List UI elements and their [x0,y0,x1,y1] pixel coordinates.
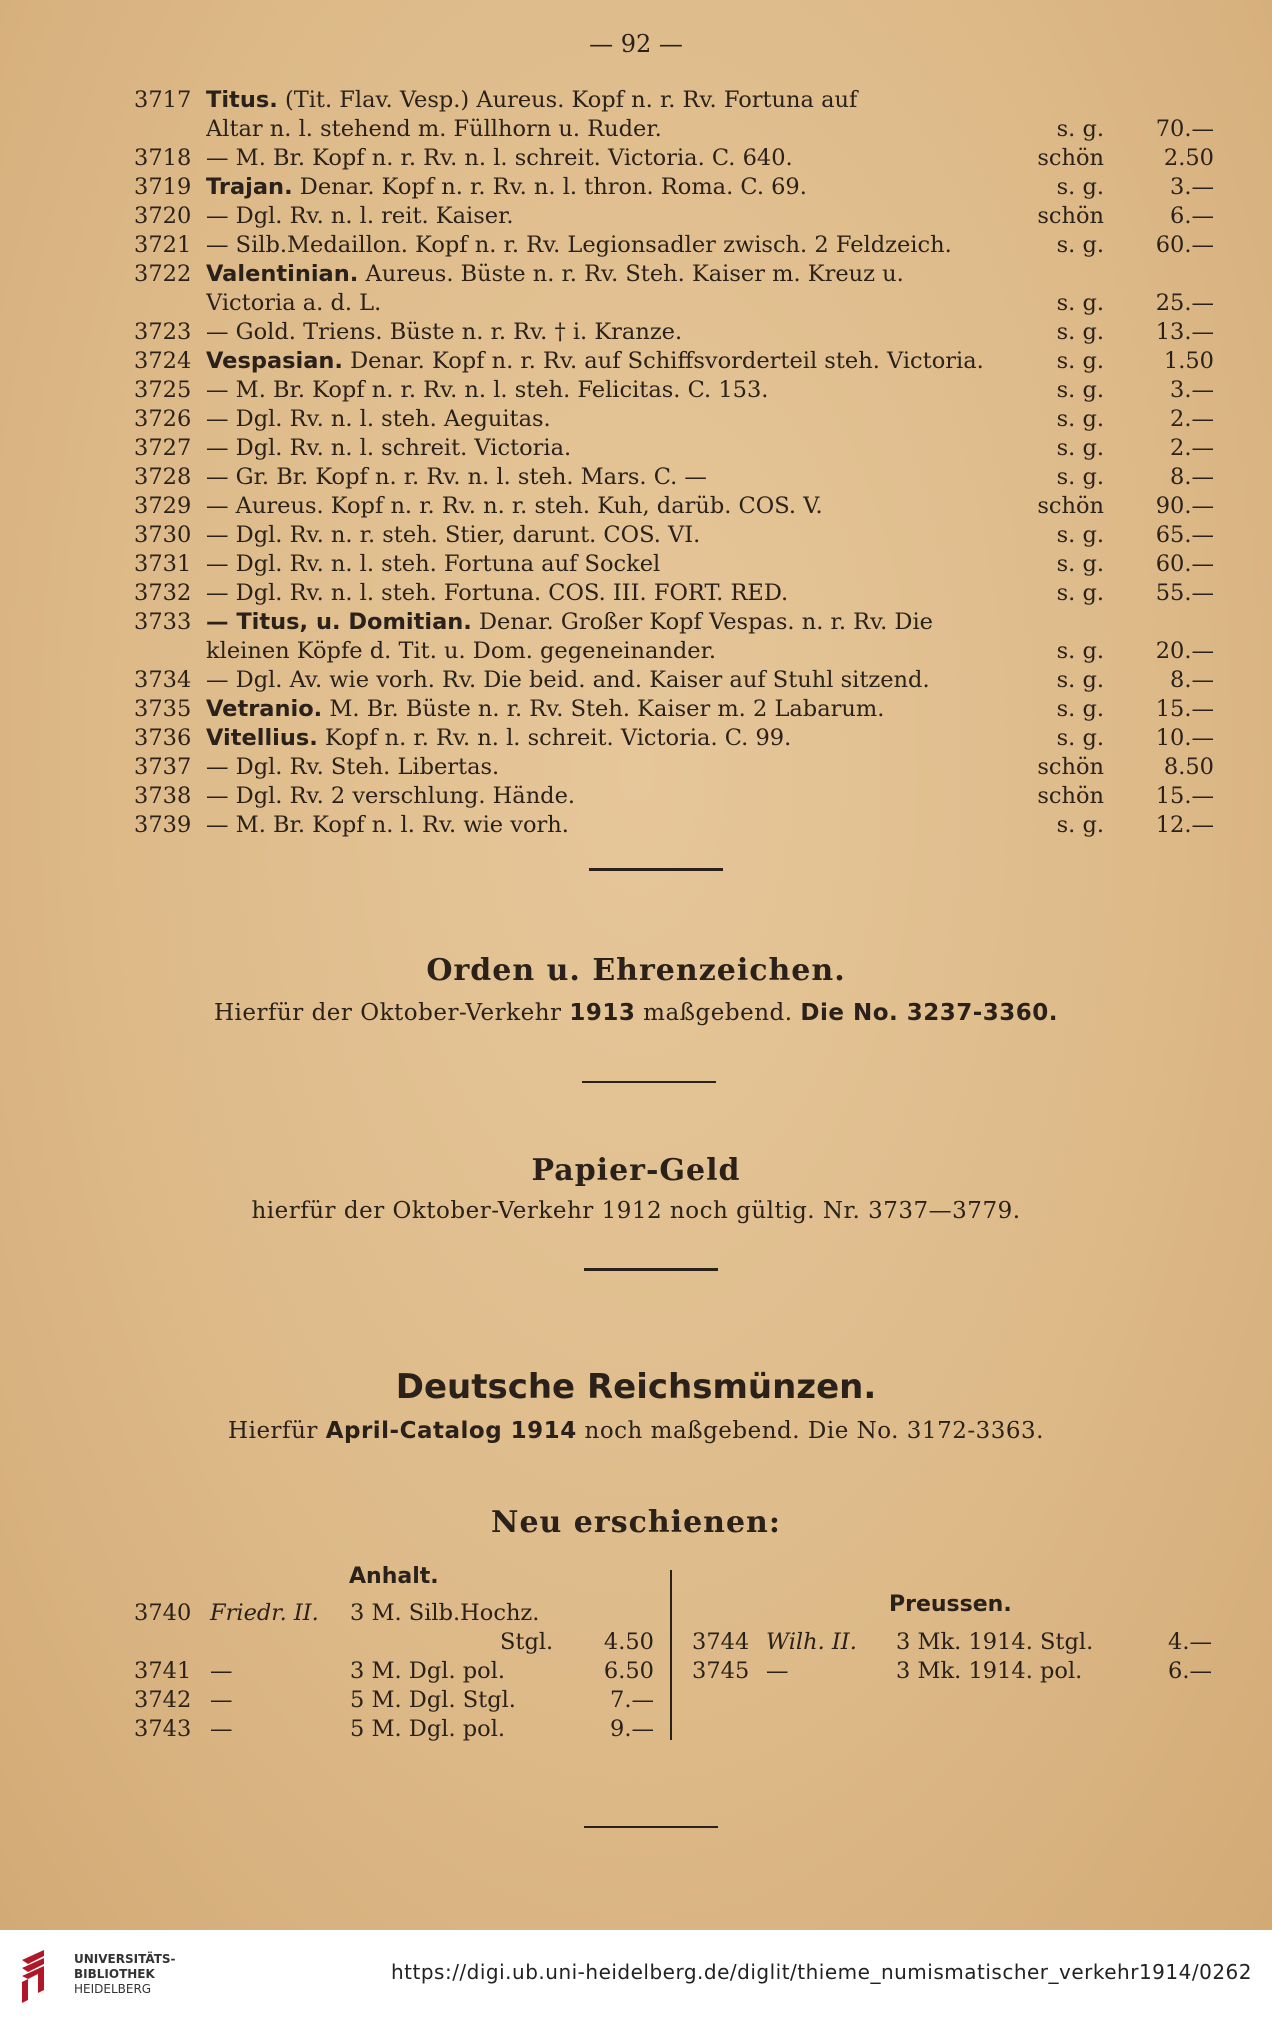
lot-number: 3730 [134,522,192,548]
lot-number: 3724 [134,348,192,374]
lot-number: 3727 [134,435,192,461]
lot-number: 3726 [134,406,192,432]
section-divider [589,868,723,871]
lot-description [206,521,1058,550]
lot-description [206,579,1058,608]
lot-description [206,608,1058,637]
reich-sub-bold: April-Catalog 1914 [325,1418,577,1444]
column-divider [670,1570,672,1740]
lot-number: 3738 [134,783,192,809]
lot-number: 3729 [134,493,192,519]
lot-condition: s. g. [1056,116,1104,142]
lot-number: 3723 [134,319,192,345]
lot-condition: s. g. [1056,696,1104,722]
lot-price: 3.— [1170,377,1214,403]
lot-description [206,231,1058,260]
lot-ruler: Trajan. [206,174,293,200]
lot-description-text: Denar. Kopf n. r. Rv. auf Schiffsvorderteil steh. Victoria. [350,348,984,374]
lot-row [134,666,1214,695]
lot-number: 3722 [134,261,192,287]
lot-row [134,347,1214,376]
orden-sub-b: maßgebend. [643,1000,793,1026]
lot-price: 10.— [1155,725,1214,751]
lot-description [206,318,1058,347]
lot-condition: schön [1037,493,1104,519]
lot-ruler: — Titus, u. Domitian. [206,609,472,635]
new-issue-ruler: — [210,1687,233,1713]
lot-row [134,405,1214,434]
lot-ruler: Vespasian. [206,348,343,374]
lot-condition: s. g. [1056,290,1104,316]
lot-price: 2.— [1170,435,1214,461]
lot-condition: s. g. [1056,667,1104,693]
lot-price: 1.50 [1163,348,1214,374]
new-issue-ruler: — [210,1658,233,1684]
new-issue-number: 3743 [134,1716,192,1742]
lot-description-text: — Dgl. Rv. n. r. steh. Stier, darunt. COS. VI. [206,522,701,548]
lot-condition: s. g. [1056,812,1104,838]
lot-row [134,376,1214,405]
lot-condition: s. g. [1056,232,1104,258]
library-name-line2: BIBLIOTHEK [74,1967,155,1981]
lot-condition: s. g. [1056,551,1104,577]
lot-price: 2.50 [1163,145,1214,171]
lot-price: 8.50 [1163,754,1214,780]
orden-sub-year: 1913 [569,1000,636,1026]
lot-ruler: Vitellius. [206,725,318,751]
lot-row [134,811,1214,840]
lot-condition: schön [1037,203,1104,229]
new-issue-ruler: Friedr. II. [210,1600,319,1626]
new-issue-row [692,1657,1212,1686]
lot-price: 20.— [1155,638,1214,664]
lot-number: 3728 [134,464,192,490]
lot-description [206,724,1058,753]
lot-description-text: — Aureus. Kopf n. r. Rv. n. r. steh. Kuh, darüb. COS. V. [206,493,823,519]
lot-description-text: — Dgl. Rv. n. l. reit. Kaiser. [206,203,514,229]
papier-title: Papier-Geld [531,1153,741,1188]
lot-description [206,434,1058,463]
lot-row [134,173,1214,202]
lot-condition: s. g. [1056,435,1104,461]
library-logo-icon [14,1946,64,2006]
lot-price: 25.— [1155,290,1214,316]
lot-price: 13.— [1155,319,1214,345]
new-issue-description: 5 M. Dgl. Stgl. [350,1687,516,1713]
lot-row [134,434,1214,463]
lot-condition: s. g. [1056,638,1104,664]
lot-number: 3739 [134,812,192,838]
lot-description-text: Aureus. Büste n. r. Rv. Steh. Kaiser m. Kreuz u. [365,261,904,287]
orden-subtitle [0,1000,1272,1026]
orden-sub-a: Hierfür der Oktober-Verkehr [213,1000,562,1026]
lot-row [134,202,1214,231]
lot-description-text: — Dgl. Rv. Steh. Libertas. [206,754,500,780]
lot-price: 60.— [1155,232,1214,258]
lot-number: 3737 [134,754,192,780]
new-issue-number: 3742 [134,1687,192,1713]
lot-condition: schön [1037,783,1104,809]
new-issue-row [134,1657,654,1686]
new-issue-price: 4.— [1168,1629,1212,1655]
lot-description [206,376,1058,405]
lot-price: 6.— [1170,203,1214,229]
library-name-line1: UNIVERSITÄTS- [74,1952,176,1966]
lot-condition: s. g. [1056,319,1104,345]
lot-number: 3725 [134,377,192,403]
new-issue-description-continued: Stgl. [500,1629,554,1655]
papier-subtitle: hierfür der Oktober-Verkehr 1912 noch gültig. Nr. 3737—3779. [251,1198,1021,1224]
lot-description-continued: kleinen Köpfe d. Tit. u. Dom. gegeneinander. [206,638,717,664]
new-issue-row [134,1599,654,1657]
lot-row [134,144,1214,173]
lot-row [134,550,1214,579]
new-issue-ruler: Wilh. II. [766,1629,857,1655]
lot-row [134,260,1214,318]
lot-description-text: Kopf n. r. Rv. n. l. schreit. Victoria. C. 99. [325,725,792,751]
lot-price: 15.— [1155,696,1214,722]
anhalt-list [134,1599,654,1744]
lot-price: 3.— [1170,174,1214,200]
lot-condition: s. g. [1056,464,1104,490]
lot-number: 3734 [134,667,192,693]
lot-number: 3735 [134,696,192,722]
lot-description-text: M. Br. Büste n. r. Rv. Steh. Kaiser m. 2 Labarum. [329,696,885,722]
lot-description [206,405,1058,434]
neu-title: Neu erschienen: [491,1505,781,1540]
new-issue-row [692,1628,1212,1657]
lot-number: 3720 [134,203,192,229]
reich-sub-b: noch maßgebend. Die No. 3172-3363. [584,1418,1044,1444]
lot-description-continued: Victoria a. d. L. [206,290,382,316]
lot-description-text: — Dgl. Rv. 2 verschlung. Hände. [206,783,576,809]
lot-description-text: — Gold. Triens. Büste n. r. Rv. † i. Kranze. [206,319,683,345]
lot-description [206,666,1058,695]
lot-condition: s. g. [1056,377,1104,403]
lot-row [134,695,1214,724]
lot-price: 55.— [1155,580,1214,606]
lot-condition: s. g. [1056,174,1104,200]
lot-price: 2.— [1170,406,1214,432]
lot-row [134,231,1214,260]
new-issue-number: 3740 [134,1600,192,1626]
lot-number: 3718 [134,145,192,171]
anhalt-title: Anhalt. [349,1564,439,1589]
lot-description-text: — M. Br. Kopf n. l. Rv. wie vorh. [206,812,569,838]
lot-condition: schön [1037,754,1104,780]
new-issue-ruler: — [210,1716,233,1742]
lot-description [206,695,1058,724]
lot-description [206,202,1058,231]
lot-price: 60.— [1155,551,1214,577]
lot-description [206,782,1058,811]
lot-description-text: Denar. Großer Kopf Vespas. n. r. Rv. Die [479,609,933,635]
lot-description-text: — M. Br. Kopf n. r. Rv. n. l. schreit. Victoria. C. 640. [206,145,793,171]
lot-description [206,753,1058,782]
lot-ruler: Valentinian. [206,261,359,287]
lot-description-text: Denar. Kopf n. r. Rv. n. l. thron. Roma. C. 69. [299,174,807,200]
lot-description [206,347,1058,376]
new-issue-number: 3741 [134,1658,192,1684]
lot-row [134,318,1214,347]
library-name [74,1952,176,1997]
lot-description-text: (Tit. Flav. Vesp.) Aureus. Kopf n. r. Rv. Fortuna auf [284,87,858,113]
lot-condition: s. g. [1056,725,1104,751]
lot-row [134,86,1214,144]
lot-condition: s. g. [1056,522,1104,548]
section-divider [584,1826,718,1828]
lot-ruler: Titus. [206,87,278,113]
lot-number: 3721 [134,232,192,258]
lot-description-text: — Silb.Medaillon. Kopf n. r. Rv. Legionsadler zwisch. 2 Feldzeich. [206,232,952,258]
lot-number: 3733 [134,609,192,635]
reich-subtitle [0,1418,1272,1444]
library-name-line3: HEIDELBERG [74,1982,152,1996]
lot-row [134,724,1214,753]
new-issue-description: 5 M. Dgl. pol. [350,1716,506,1742]
reich-title: Deutsche Reichsmünzen. [395,1367,877,1407]
orden-sub-bold: Die No. 3237-3360. [800,1000,1059,1026]
lot-description [206,811,1058,840]
library-footer [0,1930,1272,2021]
lot-row [134,782,1214,811]
lot-number: 3731 [134,551,192,577]
preussen-list [692,1628,1212,1686]
new-issue-number: 3744 [692,1629,750,1655]
lot-price: 8.— [1170,667,1214,693]
lot-row [134,608,1214,666]
lot-number: 3717 [134,87,192,113]
new-issue-description: 3 Mk. 1914. Stgl. [896,1629,1094,1655]
reich-sub-a: Hierfür [228,1418,318,1444]
new-issue-price: 4.50 [603,1629,654,1655]
lot-description-text: — Dgl. Rv. n. l. steh. Fortuna. COS. III. FORT. RED. [206,580,789,606]
lot-condition: s. g. [1056,580,1104,606]
lot-description [206,492,1058,521]
lot-number: 3736 [134,725,192,751]
lot-row [134,579,1214,608]
lot-description [206,173,1058,202]
lot-description [206,86,1058,115]
new-issue-row [134,1715,654,1744]
lot-description [206,550,1058,579]
new-issue-ruler: — [766,1658,789,1684]
lot-condition: s. g. [1056,406,1104,432]
lot-row [134,753,1214,782]
lot-condition: schön [1037,145,1104,171]
page-number: — 92 — [589,30,683,58]
lot-description-text: — Gr. Br. Kopf n. r. Rv. n. l. steh. Mars. C. — [206,464,707,490]
new-issue-price: 9.— [610,1716,654,1742]
lot-row [134,521,1214,550]
lot-description-text: — Dgl. Rv. n. l. steh. Fortuna auf Sockel [206,551,661,577]
lot-row [134,463,1214,492]
lot-row [134,492,1214,521]
lot-list [134,86,1214,840]
orden-title: Orden u. Ehrenzeichen. [426,953,846,988]
lot-price: 15.— [1155,783,1214,809]
new-issue-price: 6.50 [603,1658,654,1684]
lot-description-continued: Altar n. l. stehend m. Füllhorn u. Ruder. [206,116,662,142]
lot-description [206,144,1058,173]
section-divider [582,1081,716,1083]
lot-condition: s. g. [1056,348,1104,374]
new-issue-price: 6.— [1168,1658,1212,1684]
new-issue-description: 3 M. Silb.Hochz. [350,1600,540,1626]
lot-price: 65.— [1155,522,1214,548]
lot-description [206,260,1058,289]
lot-price: 70.— [1155,116,1214,142]
permalink-url[interactable]: https://digi.ub.uni-heidelberg.de/diglit/thieme_numismatischer_verkehr1914/0262 [390,1960,1252,1984]
lot-description-text: — Dgl. Rv. n. l. steh. Aeguitas. [206,406,551,432]
new-issue-price: 7.— [610,1687,654,1713]
lot-description-text: — Dgl. Av. wie vorh. Rv. Die beid. and. Kaiser auf Stuhl sitzend. [206,667,930,693]
lot-ruler: Vetranio. [206,696,323,722]
new-issue-description: 3 M. Dgl. pol. [350,1658,506,1684]
preussen-title: Preussen. [889,1592,1012,1617]
lot-number: 3732 [134,580,192,606]
section-divider [584,1268,718,1271]
new-issue-row [134,1686,654,1715]
new-issue-number: 3745 [692,1658,750,1684]
lot-price: 12.— [1155,812,1214,838]
new-issue-description: 3 Mk. 1914. pol. [896,1658,1083,1684]
lot-number: 3719 [134,174,192,200]
lot-description [206,463,1058,492]
lot-description-text: — M. Br. Kopf n. r. Rv. n. l. steh. Felicitas. C. 153. [206,377,769,403]
lot-price: 90.— [1155,493,1214,519]
lot-price: 8.— [1170,464,1214,490]
lot-description-text: — Dgl. Rv. n. l. schreit. Victoria. [206,435,572,461]
